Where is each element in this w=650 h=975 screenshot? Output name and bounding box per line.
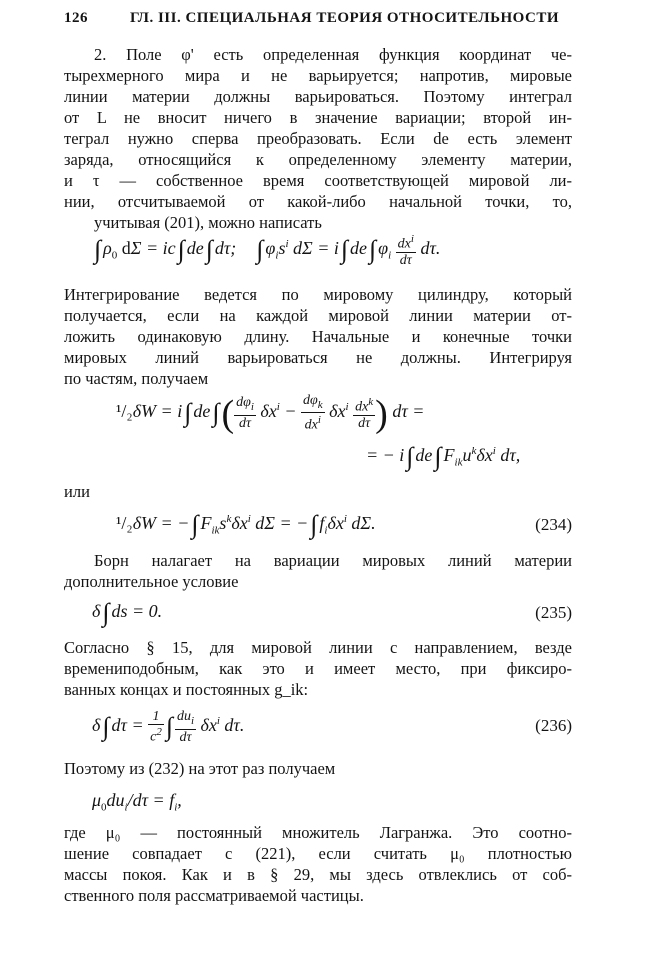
text-line: получается, если на каждой мировой линии материи от- [64, 306, 572, 325]
equation-236: δ∫ dτ = $\frac{1}{c^2}$ ∫ $\frac{du_i}{d\tau}$ $\delta x^i$ dτ. [92, 709, 245, 745]
text-line: мировых линий варьироваться не должны. Интегрируя [64, 348, 572, 367]
equation-235: δ∫ ds = 0. [92, 598, 163, 627]
text-line: ванных концах и постоянных g_ik: [64, 680, 309, 699]
text-line: и τ — собственное время соответствующей мировой ли- [64, 171, 572, 190]
text-line: заряда, относящийся к определенному элементу материи, [64, 150, 572, 169]
equation-number-236: (236) [535, 716, 572, 735]
text-line: нии, отсчитываемой от какой-либо начальной точки, то, [64, 192, 572, 211]
text-line: шение совпадает с (221), если считать μ₀ плотностью [64, 844, 572, 863]
text-line: времениподобным, как это и имеет место, при фиксиро- [64, 659, 572, 678]
text-line: или [64, 482, 90, 501]
equation-variation-1: ¹/₂δW = i∫ de∫( $\frac{d\varphi_i}{d\tau}$ $\delta x^i$ − $\frac{d\varphi_k}{dx^i}$ $\delta x^i$ $\frac{dx^k}{d\tau}$ ) dτ = [116, 392, 425, 435]
word-or [64, 481, 572, 502]
equation-integrals: ∫ $\rho_0$ dΣ = ic∫ de∫ dτ; ∫ $\varphi_is^i$ dΣ = i∫ de∫ $\varphi_i$ $\frac{dx^i}{d\tau}$ dτ. [94, 233, 441, 268]
paragraph-6 [64, 822, 572, 906]
text-line: 2. Поле φ' есть определенная функция координат че- [94, 45, 572, 64]
equation-number-234: (234) [535, 515, 572, 534]
page-number: 126 [64, 10, 88, 26]
equation-lagrange: $\mu_0du_i/d\tau = f_i$, [92, 790, 182, 814]
text-line: тырехмерного мира и не варьируется; напротив, мировые [64, 66, 572, 85]
running-title: ГЛ. III. СПЕЦИАЛЬНАЯ ТЕОРИЯ ОТНОСИТЕЛЬНОСТИ [130, 10, 560, 26]
text-line: Борн налагает на вариации мировых линий материи [94, 551, 572, 570]
equation-234: ¹/₂δW = −∫ $F_{ik}s^k\delta x^i$ dΣ = −∫ $f_i\delta x^i$ dΣ. [116, 510, 376, 539]
text-line: где μ₀ — постоянный множитель Лагранжа. Это соотно- [64, 823, 572, 842]
paragraph-5 [64, 758, 572, 779]
text-line: линии материи должны варьироваться. Поэтому интеграл [64, 87, 572, 106]
text-line: дополнительное условие [64, 572, 239, 591]
text-line: массы покоя. Как и в § 29, мы здесь отвлеклись от соб- [64, 865, 572, 884]
equation-variation-2: = − i∫ de∫ $F_{ik}u^k\delta x^i$ dτ, [366, 442, 521, 471]
text-line: Интегрирование ведется по мировому цилиндру, который [64, 285, 572, 304]
paragraph-3 [64, 550, 572, 592]
text-line: теграл нужно сперва преобразовать. Если de есть элемент [64, 129, 572, 148]
running-header [64, 10, 570, 34]
equation-number-235: (235) [535, 603, 572, 622]
text-line: Поэтому из (232) на этот раз получаем [64, 759, 336, 778]
text-line: по частям, получаем [64, 369, 209, 388]
text-line: Согласно § 15, для мировой линии с направлением, везде [64, 638, 572, 657]
text-line: от L не вносит ничего в значение вариации; второй ин- [64, 108, 572, 127]
text-line: ственного поля рассматриваемой частицы. [64, 886, 364, 905]
text-line: учитывая (201), можно написать [94, 213, 322, 232]
paragraph-1 [64, 44, 572, 233]
paragraph-2 [64, 284, 572, 389]
paragraph-4 [64, 637, 572, 700]
text-line: ложить одинаковую длину. Начальные и конечные точки [64, 327, 572, 346]
